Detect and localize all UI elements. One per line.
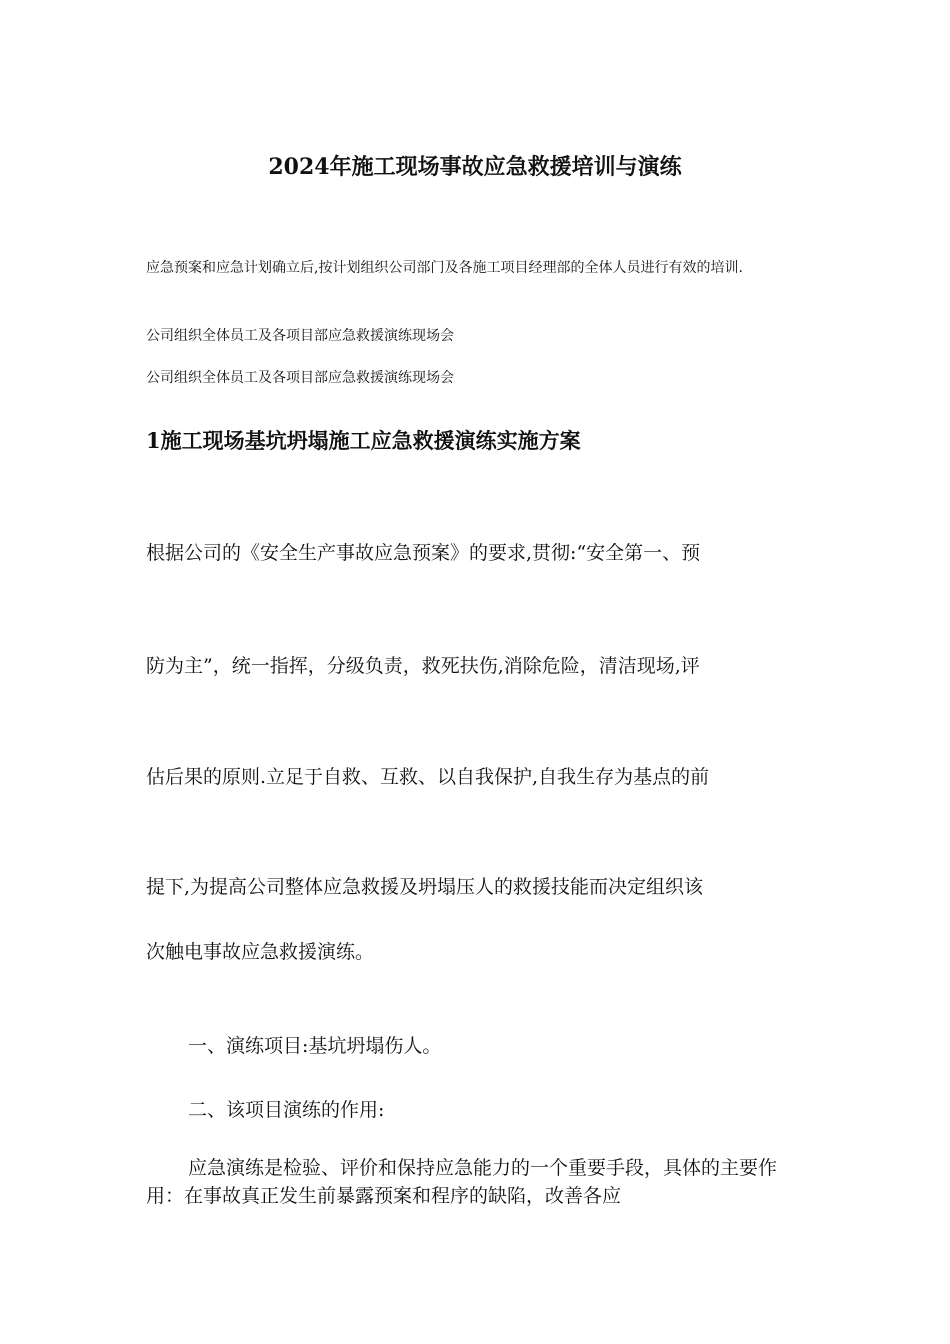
body-line-5: 次触电事故应急救援演练。 [146, 941, 375, 963]
item-one: 一、演练项目:基坑坍塌伤人。 [188, 1035, 442, 1057]
section-heading: 1施工现场基坑坍塌施工应急救援演练实施方案 [146, 428, 581, 453]
intro-paragraph: 应急预案和应急计划确立后,按计划组织公司部门及各施工项目经理部的全体人员进行有效的培训. [146, 260, 743, 276]
document-title: 2024年施工现场事故应急救援培训与演练 [268, 154, 682, 180]
body-line-1: 根据公司的《安全生产事故应急预案》的要求,贯彻:“安全第一、预 [146, 542, 701, 564]
body-line-2: 防为主”，统一指挥，分级负责，救死扶伤,消除危险，清洁现场,评 [146, 655, 700, 677]
item-two: 二、该项目演练的作用: [188, 1099, 385, 1121]
body-line-3: 估后果的原则.立足于自救、互救、以自我保护,自我生存为基点的前 [146, 766, 710, 788]
closing-paragraph: 应急演练是检验、评价和保持应急能力的一个重要手段，具体的主要作用：在事故真正发生前暴露预案和程序的缺陷，改善各应 [146, 1157, 778, 1207]
meeting-line-2: 公司组织全体员工及各项目部应急救援演练现场会 [146, 370, 454, 386]
meeting-line-1: 公司组织全体员工及各项目部应急救援演练现场会 [146, 328, 454, 344]
body-line-4: 提下,为提高公司整体应急救援及坍塌压人的救援技能而决定组织该 [146, 876, 704, 898]
